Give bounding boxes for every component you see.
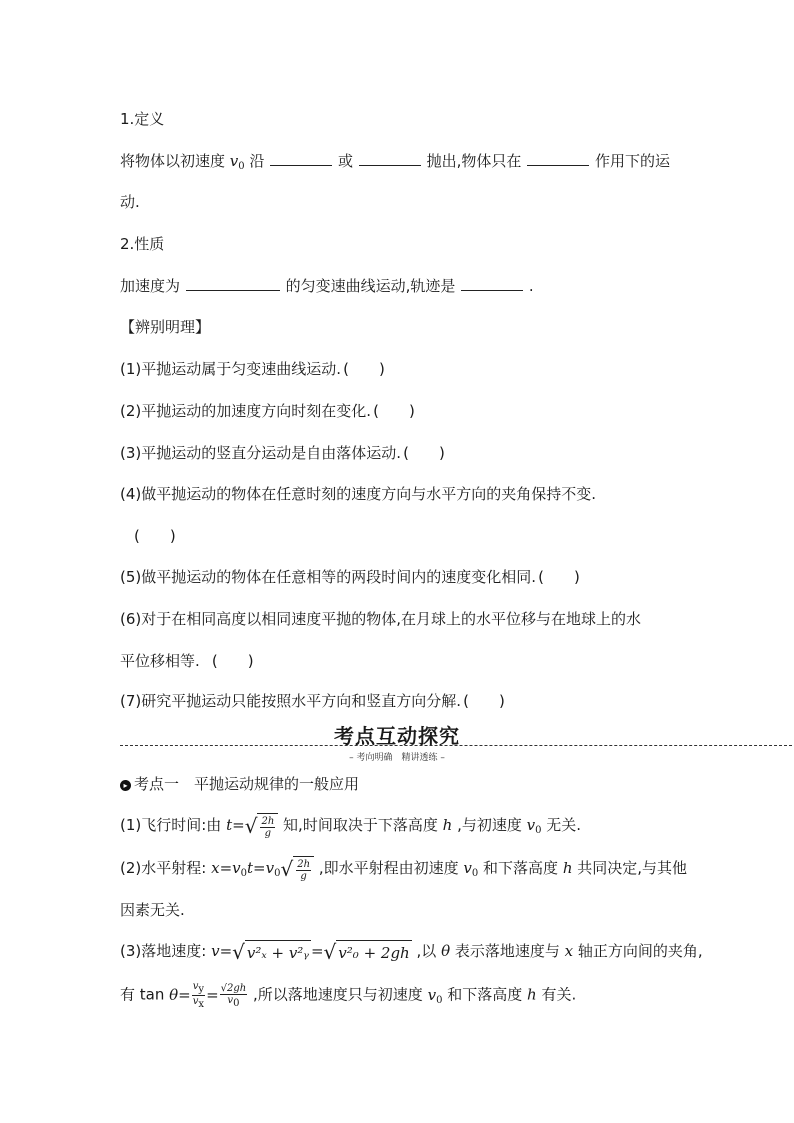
blank-2[interactable] xyxy=(359,149,421,166)
formula-speed: v=√ v²ₓ + v²ᵧ =√ v²₀ + 2gh xyxy=(211,940,410,964)
rule-flight-time: (1)飞行时间:由 t=√ $\frac{2h}{g}$ 知,时间取决于下落高度 h ,与初速度 $v_0$ 无关. xyxy=(120,813,582,839)
blank-5[interactable] xyxy=(461,274,523,291)
def-text-e: 作用下的运 xyxy=(594,152,670,170)
judge-item-6-cont: 平位移相等. ( ) xyxy=(120,650,256,672)
answer-paren-1[interactable]: ( ) xyxy=(343,360,385,378)
prop-text-b: 的匀变速曲线运动,轨迹是 xyxy=(285,277,456,295)
prop-text-a: 加速度为 xyxy=(120,277,181,295)
section-banner-title: 考点互动探究 xyxy=(334,724,460,748)
section2-heading: 2.性质 xyxy=(120,235,165,253)
formula-range: $x=v_0t=v_0√$ $\frac{2h}{g}$ xyxy=(211,859,319,877)
answer-paren-4[interactable]: ( ) xyxy=(134,527,176,545)
def-text-d: 抛出,物体只在 xyxy=(426,152,522,170)
answer-paren-5[interactable]: ( ) xyxy=(538,568,580,586)
formula-tan: θ= $\frac{vy}{vx}$ = $\frac{√2gh}{v0}$ xyxy=(169,981,247,1010)
answer-paren-7[interactable]: ( ) xyxy=(463,692,505,710)
section1-heading: 1.定义 xyxy=(120,110,165,128)
blank-1[interactable] xyxy=(270,149,332,166)
formula-time: t=√ $\frac{2h}{g}$ xyxy=(226,816,283,834)
def-text-c: 或 xyxy=(338,152,354,170)
section1-definition-line1 xyxy=(120,149,670,178)
rule-landing-speed: (3)落地速度: v=√ v²ₓ + v²ᵧ =√ v²₀ + 2gh ,以 θ 表示落地速度与 x 轴正方向间的夹角, xyxy=(120,940,703,964)
answer-paren-6[interactable]: ( ) xyxy=(211,652,254,670)
judge-item-3: (3)平抛运动的竖直分运动是自由落体运动. ( ) xyxy=(120,442,447,464)
rule-horizontal-range-cont: 因素无关. xyxy=(120,901,185,919)
judge-item-1: (1)平抛运动属于匀变速曲线运动. ( ) xyxy=(120,358,387,380)
rule-horizontal-range: (2)水平射程: $x=v_0t=v_0√$ $\frac{2h}{g}$ ,即水平射程由初速度 $v_0$ 和下落高度 h 共同决定,与其他 xyxy=(120,856,688,882)
bullet-arrow-icon: ▸ xyxy=(120,780,131,791)
section-banner-subtitle: – 考向明确 精讲透练 – xyxy=(349,753,445,763)
bianbie-heading: 【辨别明理】 xyxy=(120,318,211,336)
v0-symbol: $v_0$ xyxy=(229,152,245,172)
kaodian-heading xyxy=(120,773,359,795)
section1-definition-line2: 动. xyxy=(120,193,140,211)
rule-landing-angle: 有 tan θ= $\frac{vy}{vx}$ = $\frac{√2gh}{v0}$ ,所以落地速度只与初速度 $v_0$ 和下落高度 h 有关. xyxy=(120,981,577,1010)
answer-paren-3[interactable]: ( ) xyxy=(403,444,445,462)
def-text-a: 将物体以初速度 xyxy=(120,152,226,170)
def-text-b: 沿 xyxy=(249,152,265,170)
banner-divider xyxy=(120,745,792,746)
blank-3[interactable] xyxy=(527,149,589,166)
kaodian-heading-text: 考点一 平抛运动规律的一般应用 xyxy=(134,775,360,793)
judge-item-7: (7)研究平抛运动只能按照水平方向和竖直方向分解. ( ) xyxy=(120,690,507,712)
section2-property xyxy=(120,274,534,297)
blank-4[interactable] xyxy=(186,274,280,291)
judge-item-6: (6)对于在相同高度以相同速度平抛的物体,在月球上的水平位移与在地球上的水 xyxy=(120,610,642,628)
judge-item-2: (2)平抛运动的加速度方向时刻在变化. ( ) xyxy=(120,400,417,422)
prop-text-c: . xyxy=(528,277,534,295)
answer-paren-2[interactable]: ( ) xyxy=(373,402,415,420)
judge-item-4: (4)做平抛运动的物体在任意时刻的速度方向与水平方向的夹角保持不变. xyxy=(120,485,597,503)
judge-item-5: (5)做平抛运动的物体在任意相等的两段时间内的速度变化相同. ( ) xyxy=(120,566,582,588)
